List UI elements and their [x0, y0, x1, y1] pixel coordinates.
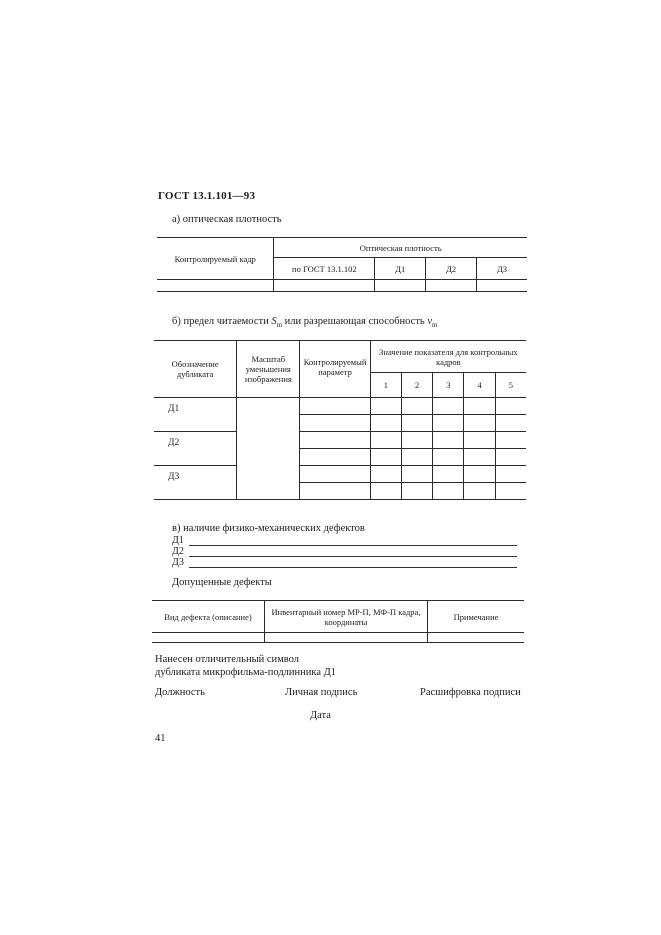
frame-number: 2 — [402, 373, 433, 398]
table-cell — [370, 466, 401, 483]
col-values: Значение показателя для контрольных кадров — [370, 341, 526, 373]
table-cell — [402, 483, 433, 500]
position-label: Должность — [155, 687, 205, 698]
table-cell — [477, 280, 527, 292]
table-cell — [274, 280, 375, 292]
defect-label-d1: Д1 — [172, 535, 184, 546]
table-cell — [464, 398, 495, 415]
symbol-s-sub: m — [276, 321, 283, 330]
table-cell — [433, 449, 464, 466]
table-cell — [300, 415, 370, 432]
defect-label-d2: Д2 — [172, 546, 184, 557]
signature-label: Личная подпись — [285, 687, 358, 698]
marking-line-2: дубликата микрофильма-подлинника Д1 — [155, 667, 337, 678]
marking-line-1: Нанесен отличительный символ — [155, 654, 300, 665]
table-cell — [495, 398, 526, 415]
defect-line-d3 — [189, 567, 517, 568]
table-cell — [495, 466, 526, 483]
table-cell — [402, 432, 433, 449]
table-cell — [300, 483, 370, 500]
section-c-title: в) наличие физико-механических дефектов — [172, 523, 365, 534]
date-label: Дата — [310, 710, 331, 721]
defect-line-d1 — [189, 545, 517, 546]
table-cell — [370, 449, 401, 466]
defect-label-d3: Д3 — [172, 557, 184, 568]
section-b-title — [172, 316, 437, 329]
table-cell — [265, 633, 428, 643]
col-gost: по ГОСТ 13.1.102 — [274, 258, 375, 280]
col-inventory: Инвентарный номер МР-П, МФ-П кадра, координаты — [265, 601, 428, 633]
table-cell — [464, 483, 495, 500]
table-cell — [370, 398, 401, 415]
readability-table — [154, 340, 526, 500]
table-cell — [464, 432, 495, 449]
table-cell — [433, 398, 464, 415]
symbol-v: v — [427, 316, 433, 327]
table-cell — [495, 415, 526, 432]
col-optical-density: Оптическая плотность — [274, 238, 527, 258]
allowed-defects-table — [152, 600, 524, 643]
table-cell — [426, 280, 477, 292]
table-cell — [464, 415, 495, 432]
table-cell — [402, 415, 433, 432]
col-note: Примечание — [428, 601, 525, 633]
table-cell — [300, 398, 370, 415]
document-code: ГОСТ 13.1.101—93 — [158, 190, 256, 202]
col-d1: Д1 — [375, 258, 426, 280]
table-cell — [375, 280, 426, 292]
row-label-d2: Д2 — [154, 432, 237, 466]
frame-number: 4 — [464, 373, 495, 398]
table-cell — [495, 483, 526, 500]
table-cell — [402, 466, 433, 483]
table-cell — [370, 432, 401, 449]
table-cell — [152, 633, 265, 643]
table-cell — [157, 280, 274, 292]
page-number: 41 — [155, 733, 166, 744]
table-cell — [402, 398, 433, 415]
table-cell — [300, 432, 370, 449]
col-scale: Масштаб уменьшения изображения — [237, 341, 300, 398]
frame-number: 3 — [433, 373, 464, 398]
row-label-d1: Д1 — [154, 398, 237, 432]
row-label-d3: Д3 — [154, 466, 237, 500]
decoding-label: Расшифровка подписи — [420, 687, 521, 698]
frame-number: 5 — [495, 373, 526, 398]
col-d3: Д3 — [477, 258, 527, 280]
table-cell — [300, 466, 370, 483]
table-cell — [428, 633, 525, 643]
section-b-mid: или разрешающая способность — [282, 316, 428, 327]
symbol-s: S — [271, 316, 277, 327]
col-d2: Д2 — [426, 258, 477, 280]
col-controlled-frame: Контролируемый кадр — [157, 238, 274, 280]
section-b-prefix: б) предел читаемости — [172, 316, 272, 327]
table-cell — [370, 415, 401, 432]
table-cell — [433, 466, 464, 483]
col-defect-type: Вид дефекта (описание) — [152, 601, 265, 633]
col-param: Контролируемый параметр — [300, 341, 370, 398]
table-cell — [495, 449, 526, 466]
table-cell — [433, 483, 464, 500]
table-cell — [495, 432, 526, 449]
table-cell — [300, 449, 370, 466]
table-cell — [402, 449, 433, 466]
allowed-defects-title: Допущенные дефекты — [172, 577, 272, 588]
frame-number: 1 — [370, 373, 401, 398]
table-cell — [464, 449, 495, 466]
defect-line-d2 — [189, 556, 517, 557]
optical-density-table — [157, 237, 527, 292]
col-designation: Обозначение дубликата — [154, 341, 237, 398]
table-cell — [433, 415, 464, 432]
table-cell — [433, 432, 464, 449]
table-cell — [370, 483, 401, 500]
symbol-v-sub: m — [432, 321, 438, 330]
scale-cell — [237, 398, 300, 500]
section-a-title: а) оптическая плотность — [172, 214, 282, 225]
table-cell — [464, 466, 495, 483]
